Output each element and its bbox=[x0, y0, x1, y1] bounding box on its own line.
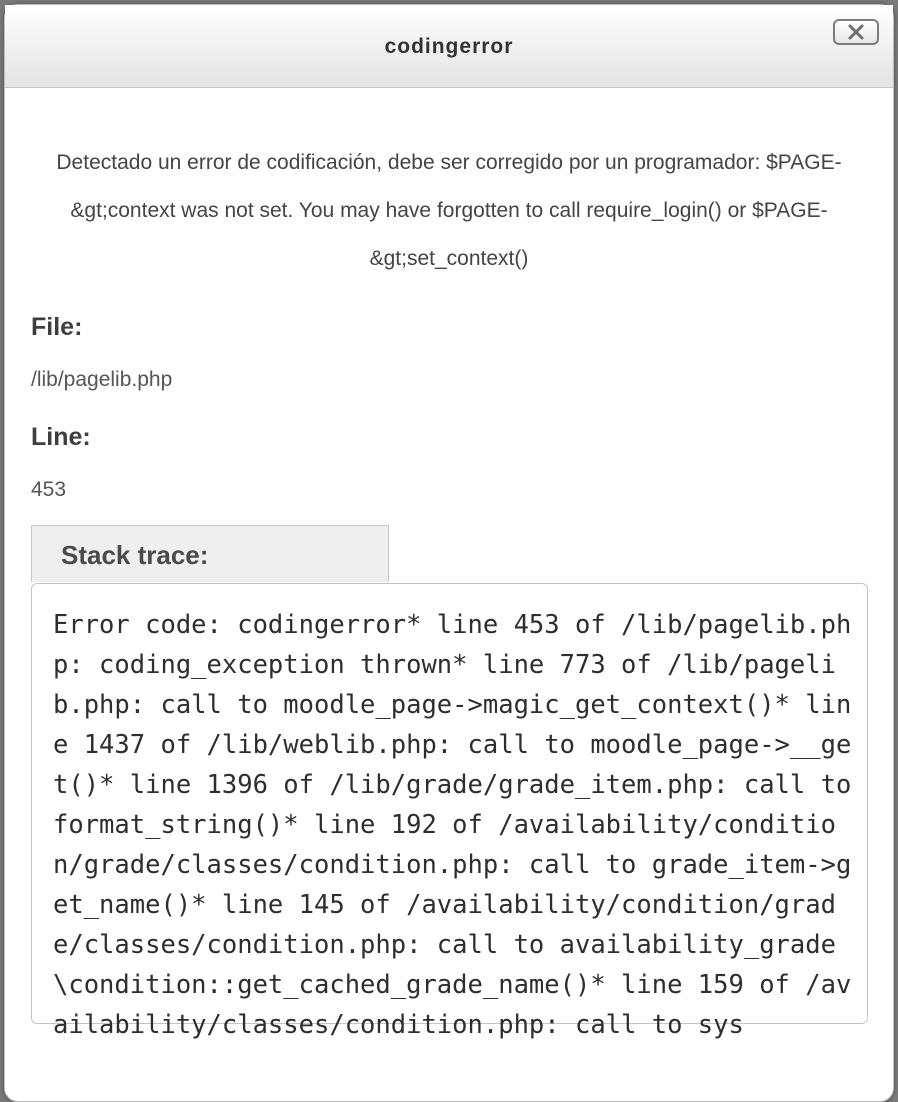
close-button[interactable] bbox=[833, 19, 879, 45]
file-value: /lib/pagelib.php bbox=[31, 368, 173, 391]
stack-trace-box[interactable] bbox=[31, 583, 868, 1040]
file-label: File: bbox=[31, 313, 83, 341]
stack-trace-tab[interactable] bbox=[31, 525, 389, 582]
stack-trace-tab-label: Stack trace: bbox=[61, 540, 209, 570]
line-label: Line: bbox=[31, 423, 91, 451]
dialog-header bbox=[5, 5, 893, 88]
dialog-title: codingerror bbox=[384, 35, 514, 58]
close-x-icon bbox=[848, 25, 864, 39]
stack-trace-text: Error code: codingerror* line 453 of /lib/pagelib.php: coding_exception thrown* line 773 of /lib/pagelib.php: call to moodle_page->magic_get_context()* line 1437 of /lib/weblib.php: call to moodle_page->__get()* line 1396 of /lib/grade/grade_item.php: call to format_string()* line 192 of /availability/condition/grade/classes/condition.php: call to grade_item->get_name()* line 145 of /availability/condition/grade/classes/condition.php: call to availability_grade\condition::get_cached_grade_name()* line 159 of /availability/classes/condition.php: call to sys bbox=[53, 610, 867, 1040]
line-value: 453 bbox=[31, 478, 67, 501]
error-dialog bbox=[4, 4, 894, 1102]
error-message: Detectado un error de codificación, debe ser corregido por un programador: $PAGE-&gt;context was not set. You may have forgotten to call require_login() or $PAGE-&gt;set_context() bbox=[56, 151, 842, 270]
